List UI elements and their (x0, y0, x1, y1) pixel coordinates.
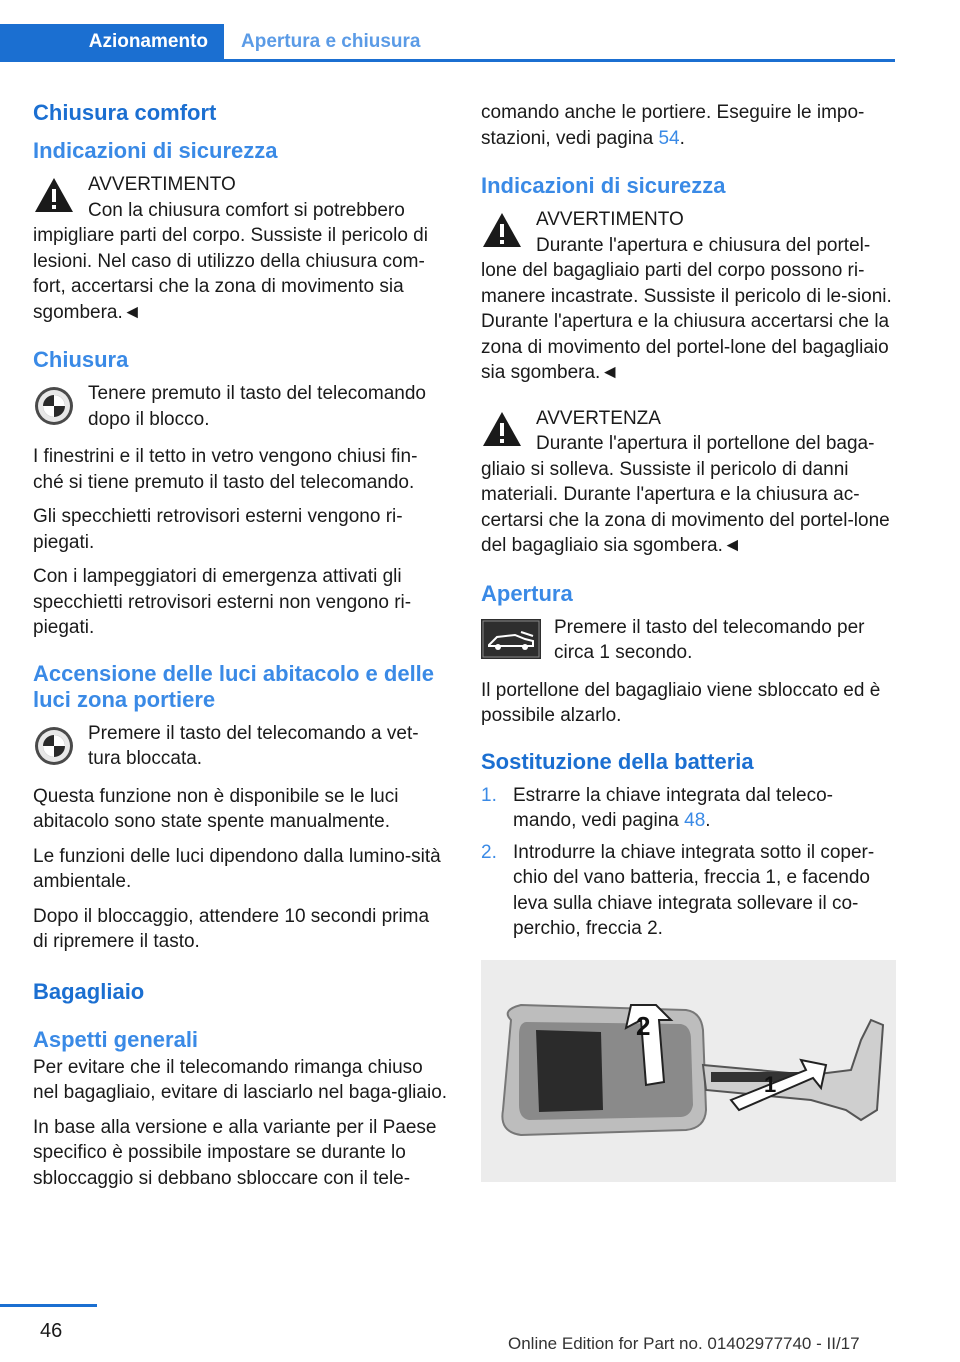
heading-safety-2: Indicazioni di sicurezza (481, 173, 726, 198)
tab-apertura-chiusura[interactable]: Apertura e chiusura (241, 31, 421, 52)
open-instruction-text: Premere il tasto del telecomando per circa 1 secondo. (554, 616, 865, 663)
heading-apertura: Apertura (481, 580, 573, 606)
step-text-end: . (705, 810, 711, 831)
paragraph-mirrors: Gli specchietti retrovisori esterni vengono ri-piegati. (33, 506, 403, 553)
list-item (481, 783, 896, 834)
paragraph-wait: Dopo il bloccaggio, attendere 10 secondi prima di ripremere il tasto. (33, 905, 430, 952)
warning-text-1: Con la chiusura comfort si potrebbero impigliare parti del corpo. Sussiste il pericolo di lesioni. Nel caso di utilizzo della chiusura com-fort, accertarsi che la zona di movimento sia sgombera.◄ (33, 199, 428, 323)
open-instruction (481, 615, 896, 666)
right-column (481, 100, 896, 1182)
left-column (33, 100, 448, 1200)
tab-azionamento[interactable]: Azionamento (0, 24, 224, 60)
edition-info: Online Edition for Part no. 01402977740 - II/17 (508, 1334, 860, 1353)
warning-block-3 (481, 406, 896, 559)
warning-triangle-icon (33, 174, 75, 216)
paragraph-hazard: Con i lampeggiatori di emergenza attivati gli specchietti retrovisori esterni non vengono ri-piegati. (33, 566, 412, 638)
battery-cover-figure (481, 960, 896, 1182)
footer-accent-bar (0, 1304, 97, 1307)
paragraph-tailgate-unlocked: Il portellone del bagagliaio viene sbloccato ed è possibile alzarlo. (481, 679, 881, 726)
battery-steps-list (481, 783, 896, 942)
warning-block-2 (481, 207, 896, 386)
paragraph-lights-off: Questa funzione non è disponibile se le luci abitacolo sono state spente manualmente. (33, 785, 399, 832)
paragraph-continuation (481, 100, 896, 151)
page-link-48[interactable]: 48 (684, 810, 706, 831)
close-instruction-text: Tenere premuto il tasto del telecomando dopo il blocco. (88, 383, 426, 430)
warning-title-3: AVVERTENZA (536, 407, 661, 429)
warning-title-2: AVVERTIMENTO (536, 209, 684, 230)
arrow-label-1: 1 (764, 1071, 777, 1097)
page-number: 46 (40, 1320, 63, 1342)
heading-aspetti-generali: Aspetti generali (33, 1026, 199, 1052)
arrow-label-2: 2 (636, 1010, 651, 1041)
close-instruction (33, 381, 448, 432)
continuation-text: comando anche le portiere. Eseguire le impo-stazioni, vedi pagina (481, 102, 865, 149)
heading-chiusura-comfort: Chiusura comfort (33, 100, 217, 125)
heading-lights: Accensione delle luci abitacolo e delle luci zona portiere (33, 660, 435, 712)
warning-text-3: Durante l'apertura il portellone del baga-gliaio si solleva. Sussiste il pericolo di danni materiali. Durante l'apertura e la chiusura ac-certarsi che la zona di movimento del portel-lone del bagagliaio sia sgombera.◄ (481, 433, 890, 556)
step-text: Estrarre la chiave integrata dal teleco-mando, vedi pagina (513, 784, 833, 831)
continuation-end: . (679, 127, 685, 149)
paragraph-trunk-remote: Per evitare che il telecomando rimanga chiuso nel bagagliaio, evitare di lasciarlo nel baga-gliaio. (33, 1056, 448, 1103)
heading-chiusura: Chiusura (33, 347, 129, 372)
warning-triangle-icon (481, 209, 523, 251)
key-illustration (481, 960, 896, 1182)
heading-bagagliaio: Bagagliaio (33, 978, 145, 1004)
lights-instruction-text: Premere il tasto del telecomando a vet-tura bloccata. (88, 722, 419, 769)
heading-battery: Sostituzione della batteria (481, 748, 754, 774)
lights-instruction (33, 721, 448, 772)
list-item (481, 840, 896, 942)
warning-triangle-icon (481, 408, 523, 450)
remote-key-button-icon (33, 385, 75, 427)
warning-text-2: Durante l'apertura e chiusura del portel-lone del bagagliaio parti del corpo possono ri-manere incastrate. Sussiste il pericolo di le-sioni. Durante l'apertura e la chiusura accertarsi che la zona di movimento del portel-lone del bagagliaio sia sgombera.◄ (481, 234, 892, 383)
remote-key-button-icon (33, 725, 75, 767)
paragraph-country-variant: In base alla versione e alla variante per il Paese specifico è possibile impostare se durante lo sbloccaggio si debbano sbloccare con il tele- (33, 1116, 437, 1189)
paragraph-ambient: Le funzioni delle luci dipendono dalla lumino-sità ambientale. (33, 845, 441, 892)
header-tab-bar (0, 24, 895, 62)
trunk-open-icon (481, 619, 541, 659)
page-link-54[interactable]: 54 (658, 127, 680, 149)
step-number: 2. (481, 841, 497, 863)
warning-block-1 (33, 172, 448, 325)
paragraph-windows: I finestrini e il tetto in vetro vengono chiusi fin-ché si tiene premuto il tasto del telecomando. (33, 446, 418, 493)
step-number: 1. (481, 784, 497, 806)
heading-safety-1: Indicazioni di sicurezza (33, 138, 278, 163)
warning-title-1: AVVERTIMENTO (88, 174, 236, 195)
step-text: Introdurre la chiave integrata sotto il coper-chio del vano batteria, freccia 1, e facendo leva sulla chiave integrata sollevare il co-perchio, freccia 2. (513, 841, 875, 939)
